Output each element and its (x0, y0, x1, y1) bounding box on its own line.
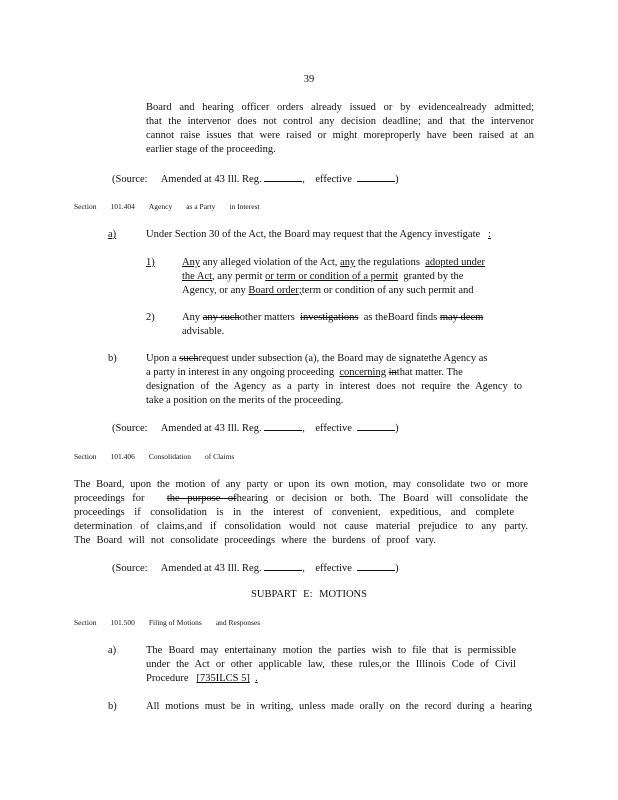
subsection-b-line: designation of the Agency as a party in interest does not require the Agency to (146, 381, 522, 392)
para-line: that the intervenor does not control any decision deadline; and that the intervenor (146, 116, 534, 127)
subsection-b-line: take a position on the merits of the proceeding. (146, 395, 344, 406)
item-1-line: the Act, any permit or term or condition of a permit granted by the (182, 271, 464, 282)
para-line: Board and hearing officer orders already issued or by evidencealready admitted; (146, 102, 534, 113)
subsection-a-label: a) (108, 229, 117, 240)
motions-b-line: All motions must be in writing, unless made orally on the record during a hearing (146, 701, 532, 712)
item-2-line: advisable. (182, 326, 225, 337)
source-note: (Source: Amended at 43 Ill. Reg. , effective ) (112, 423, 399, 434)
para-line: The Board will not consolidate proceedings where the burdens of proof vary. (74, 535, 436, 546)
motions-a-line: The Board may entertainany motion the parties wish to file that is permissible (146, 645, 516, 656)
subpart-heading: SUBPART E: MOTIONS (251, 589, 367, 600)
para-line: determination of claims,and if consolidation would not cause material prejudice to any party. (74, 521, 528, 532)
para-line: earlier stage of the proceeding. (146, 144, 276, 155)
item-2-label: 2) (146, 312, 155, 323)
subsection-b-line: Upon a suchrequest under subsection (a), the Board may de signatethe Agency as (146, 353, 488, 364)
motions-b-label: b) (108, 701, 117, 712)
subsection-a-text: Under Section 30 of the Act, the Board may request that the Agency investigate : (146, 229, 491, 240)
subsection-b-label: b) (108, 353, 117, 364)
motions-a-label: a) (108, 645, 117, 656)
item-1-line: Agency, or any Board order;term or condition of any such permit and (182, 285, 474, 296)
source-note: (Source: Amended at 43 Ill. Reg. , effective ) (112, 563, 399, 574)
item-2-line: Any any suchother matters investigations as theBoard finds may deem (182, 312, 484, 323)
source-note: (Source: Amended at 43 Ill. Reg. , effective ) (112, 174, 399, 185)
para-line: proceedings if consolidation is in the interest of convenient, expeditious, and complete (74, 507, 514, 518)
para-line: cannot raise issues that were raised or might moreproperly have been raised at an (146, 130, 534, 141)
section-heading-101-406: Section 101.406 Consolidation of Claims (74, 452, 235, 461)
item-1-line: Any any alleged violation of the Act, any the regulations adopted under (182, 257, 485, 268)
para-line: proceedings for the purpose ofhearing or decision or both. The Board will consolidate the (74, 493, 528, 504)
section-heading-101-404: Section 101.404 Agency as a Party in Interest (74, 202, 260, 211)
motions-a-line: under the Act or other applicable law, these rules,or the Illinois Code of Civil (146, 659, 516, 670)
page-number: 39 (303, 74, 315, 85)
subsection-b-line: a party in interest in any ongoing proceeding concerning inthat matter. The (146, 367, 463, 378)
item-1-label: 1) (146, 257, 155, 268)
section-heading-101-500: Section 101.500 Filing of Motions and Responses (74, 618, 261, 627)
para-line: The Board, upon the motion of any party or upon its own motion, may consolidate two or more (74, 479, 528, 490)
motions-a-line: Procedure [735ILCS 5] . (146, 673, 258, 684)
